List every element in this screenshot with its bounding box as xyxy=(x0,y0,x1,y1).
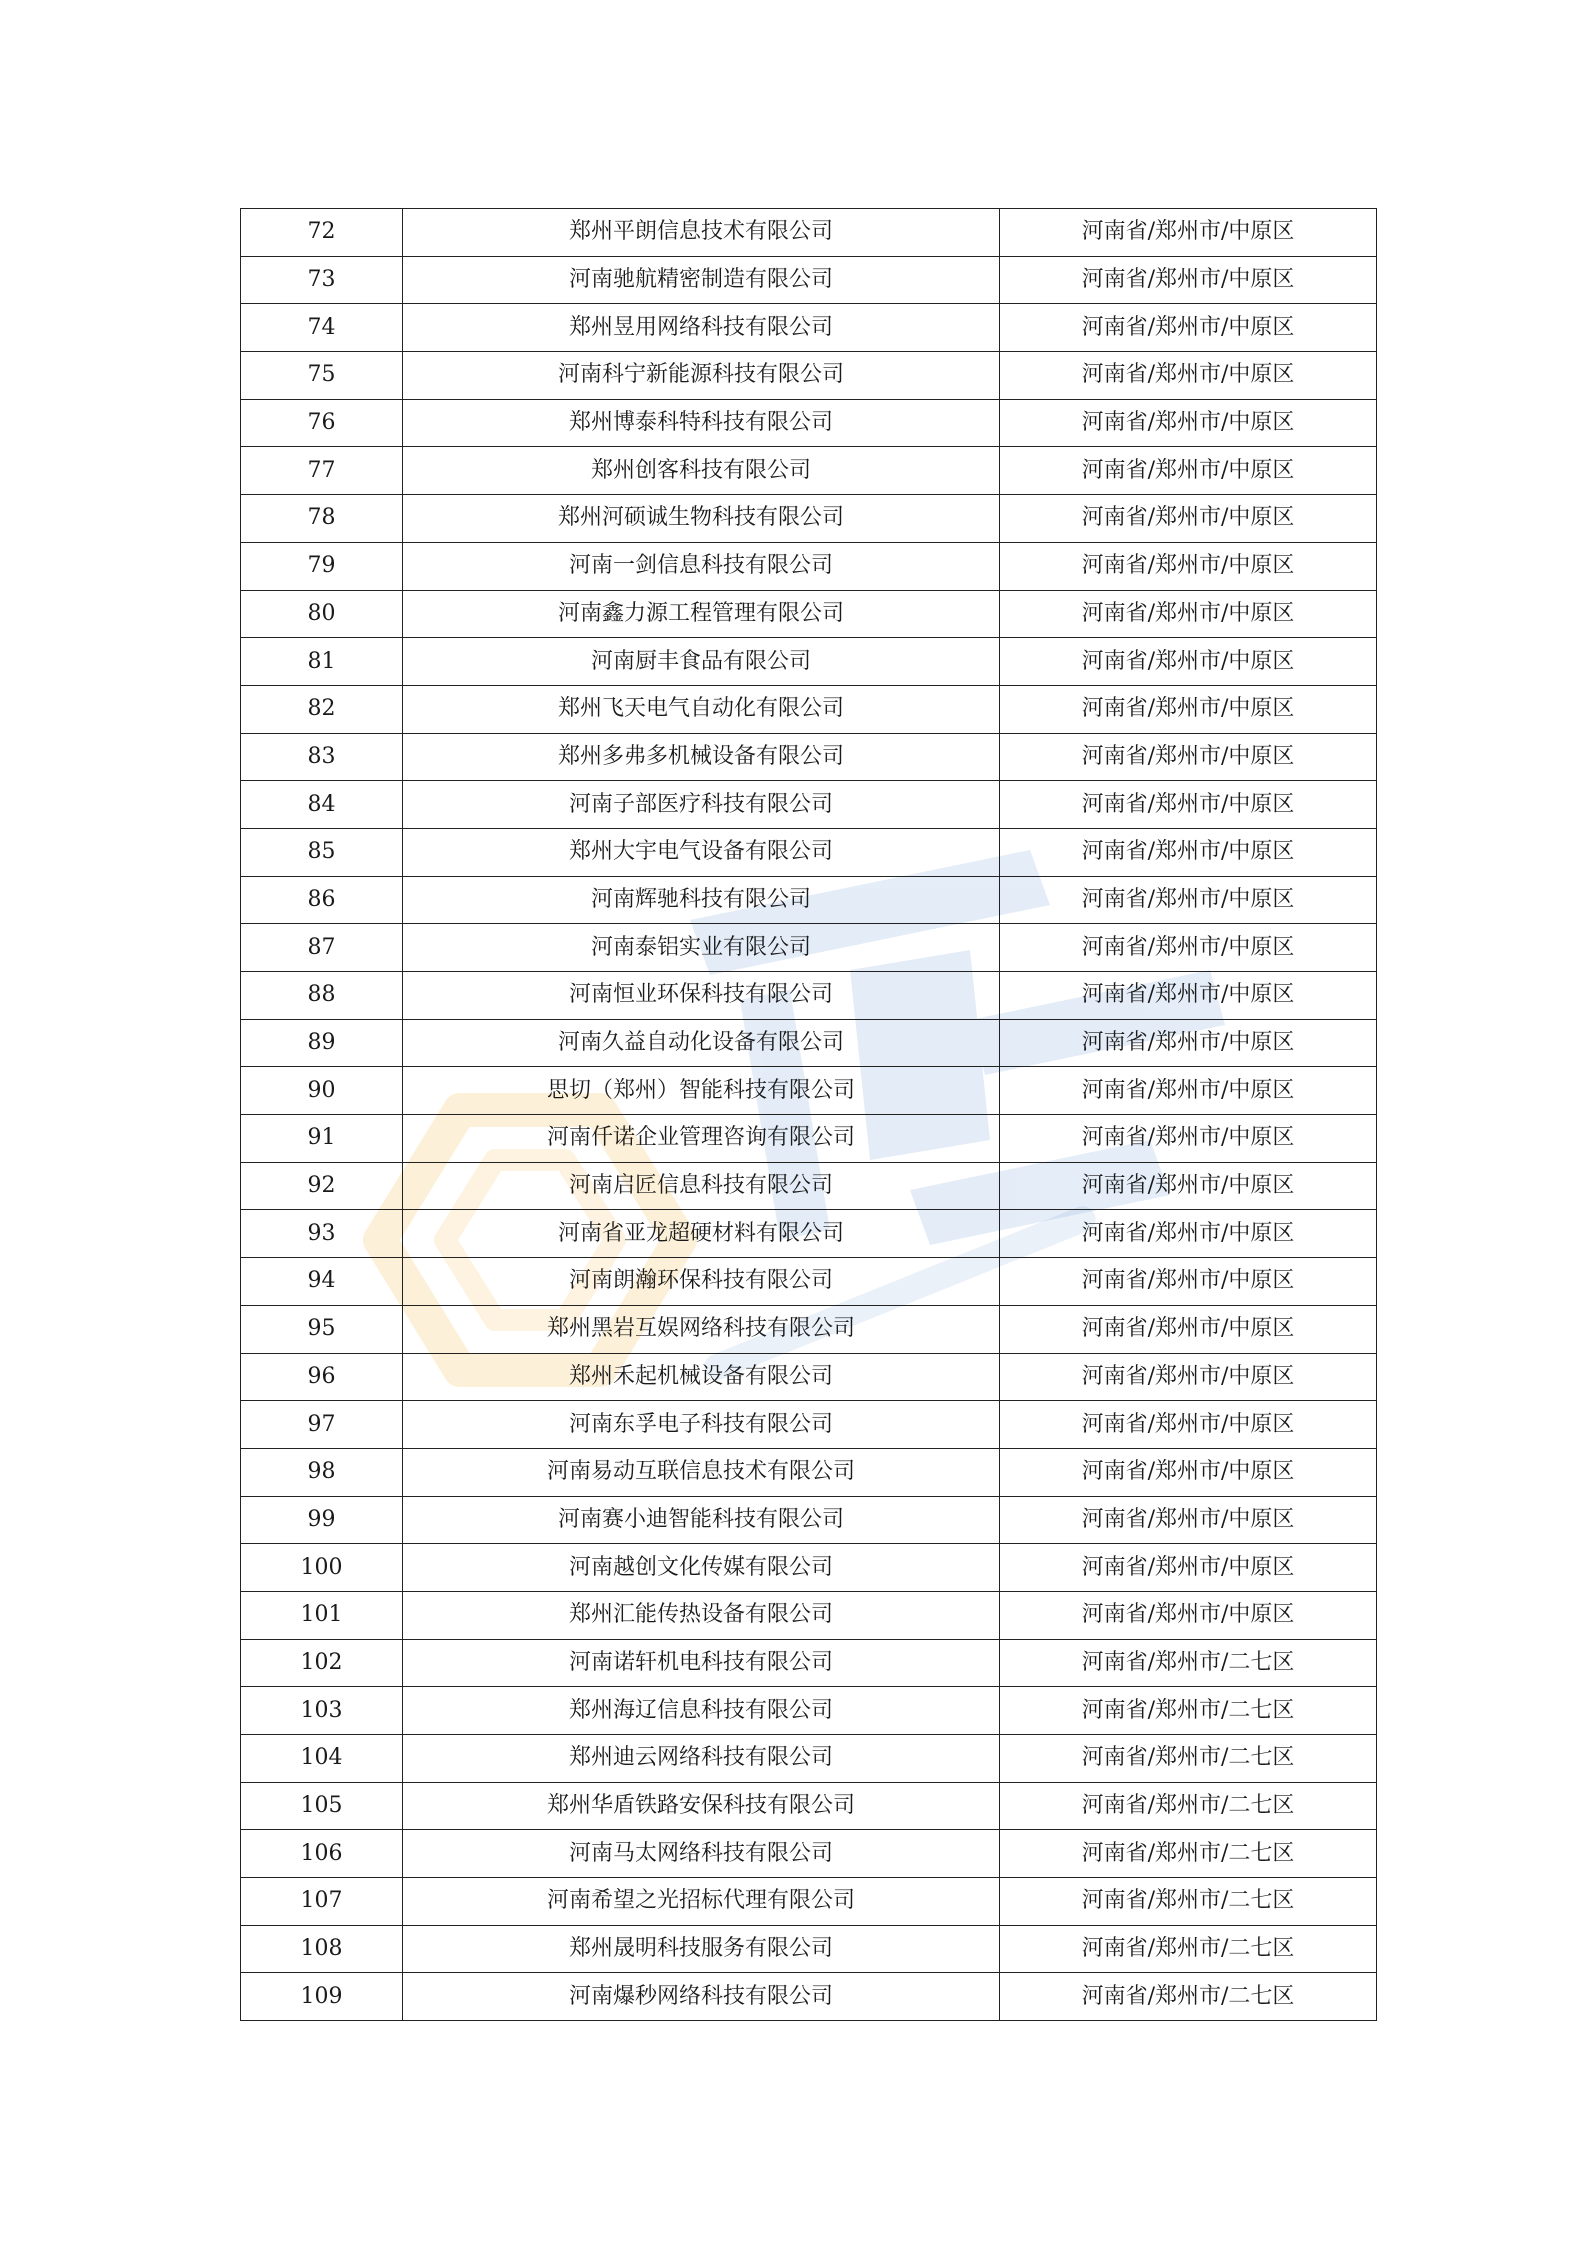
region-cell: 河南省/郑州市/中原区 xyxy=(1000,1305,1377,1353)
row-number-cell: 85 xyxy=(241,828,403,876)
company-name-cell: 郑州昱用网络科技有限公司 xyxy=(403,304,1000,352)
region-cell: 河南省/郑州市/中原区 xyxy=(1000,1544,1377,1592)
company-name-cell: 郑州汇能传热设备有限公司 xyxy=(403,1591,1000,1639)
row-number-cell: 91 xyxy=(241,1115,403,1163)
company-name-cell: 河南辉驰科技有限公司 xyxy=(403,876,1000,924)
row-number-cell: 95 xyxy=(241,1305,403,1353)
table-row xyxy=(241,1210,1377,1258)
table-row xyxy=(241,876,1377,924)
region-cell: 河南省/郑州市/中原区 xyxy=(1000,399,1377,447)
row-number-cell: 79 xyxy=(241,542,403,590)
row-number-cell: 101 xyxy=(241,1591,403,1639)
region-cell: 河南省/郑州市/二七区 xyxy=(1000,1687,1377,1735)
row-number-cell: 73 xyxy=(241,256,403,304)
row-number-cell: 98 xyxy=(241,1448,403,1496)
table-row xyxy=(241,352,1377,400)
row-number-cell: 74 xyxy=(241,304,403,352)
region-cell: 河南省/郑州市/中原区 xyxy=(1000,256,1377,304)
table-row xyxy=(241,1353,1377,1401)
region-cell: 河南省/郑州市/二七区 xyxy=(1000,1878,1377,1926)
table-row xyxy=(241,256,1377,304)
company-registry-table xyxy=(240,208,1377,2021)
table-row xyxy=(241,542,1377,590)
region-cell: 河南省/郑州市/中原区 xyxy=(1000,209,1377,257)
row-number-cell: 106 xyxy=(241,1830,403,1878)
row-number-cell: 87 xyxy=(241,924,403,972)
table-row xyxy=(241,638,1377,686)
region-cell: 河南省/郑州市/中原区 xyxy=(1000,924,1377,972)
table-row xyxy=(241,1162,1377,1210)
table-row xyxy=(241,1019,1377,1067)
region-cell: 河南省/郑州市/中原区 xyxy=(1000,972,1377,1020)
region-cell: 河南省/郑州市/中原区 xyxy=(1000,542,1377,590)
table-row xyxy=(241,495,1377,543)
region-cell: 河南省/郑州市/中原区 xyxy=(1000,1067,1377,1115)
region-cell: 河南省/郑州市/中原区 xyxy=(1000,495,1377,543)
table-row xyxy=(241,972,1377,1020)
region-cell: 河南省/郑州市/中原区 xyxy=(1000,781,1377,829)
region-cell: 河南省/郑州市/中原区 xyxy=(1000,1353,1377,1401)
company-name-cell: 郑州禾起机械设备有限公司 xyxy=(403,1353,1000,1401)
region-cell: 河南省/郑州市/中原区 xyxy=(1000,1019,1377,1067)
company-name-cell: 河南仟诺企业管理咨询有限公司 xyxy=(403,1115,1000,1163)
row-number-cell: 86 xyxy=(241,876,403,924)
table-row xyxy=(241,1735,1377,1783)
company-name-cell: 河南恒业环保科技有限公司 xyxy=(403,972,1000,1020)
region-cell: 河南省/郑州市/中原区 xyxy=(1000,876,1377,924)
table-row xyxy=(241,1973,1377,2021)
region-cell: 河南省/郑州市/中原区 xyxy=(1000,733,1377,781)
row-number-cell: 93 xyxy=(241,1210,403,1258)
company-name-cell: 郑州博泰科特科技有限公司 xyxy=(403,399,1000,447)
row-number-cell: 81 xyxy=(241,638,403,686)
row-number-cell: 90 xyxy=(241,1067,403,1115)
company-name-cell: 河南启匠信息科技有限公司 xyxy=(403,1162,1000,1210)
row-number-cell: 109 xyxy=(241,1973,403,2021)
row-number-cell: 83 xyxy=(241,733,403,781)
region-cell: 河南省/郑州市/中原区 xyxy=(1000,447,1377,495)
region-cell: 河南省/郑州市/二七区 xyxy=(1000,1735,1377,1783)
region-cell: 河南省/郑州市/中原区 xyxy=(1000,1210,1377,1258)
table-row xyxy=(241,1305,1377,1353)
row-number-cell: 88 xyxy=(241,972,403,1020)
region-cell: 河南省/郑州市/中原区 xyxy=(1000,1496,1377,1544)
table-body xyxy=(241,209,1377,2021)
row-number-cell: 75 xyxy=(241,352,403,400)
company-name-cell: 河南爆秒网络科技有限公司 xyxy=(403,1973,1000,2021)
company-name-cell: 河南驰航精密制造有限公司 xyxy=(403,256,1000,304)
table-row xyxy=(241,924,1377,972)
company-name-cell: 郑州平朗信息技术有限公司 xyxy=(403,209,1000,257)
company-name-cell: 河南鑫力源工程管理有限公司 xyxy=(403,590,1000,638)
company-name-cell: 郑州大宇电气设备有限公司 xyxy=(403,828,1000,876)
company-name-cell: 郑州黑岩互娱网络科技有限公司 xyxy=(403,1305,1000,1353)
table-row xyxy=(241,590,1377,638)
company-name-cell: 郑州海辽信息科技有限公司 xyxy=(403,1687,1000,1735)
company-name-cell: 河南泰铝实业有限公司 xyxy=(403,924,1000,972)
table-row xyxy=(241,781,1377,829)
table-row xyxy=(241,209,1377,257)
company-name-cell: 河南诺轩机电科技有限公司 xyxy=(403,1639,1000,1687)
region-cell: 河南省/郑州市/中原区 xyxy=(1000,1591,1377,1639)
region-cell: 河南省/郑州市/二七区 xyxy=(1000,1973,1377,2021)
company-name-cell: 郑州创客科技有限公司 xyxy=(403,447,1000,495)
row-number-cell: 78 xyxy=(241,495,403,543)
region-cell: 河南省/郑州市/中原区 xyxy=(1000,1162,1377,1210)
region-cell: 河南省/郑州市/中原区 xyxy=(1000,685,1377,733)
row-number-cell: 92 xyxy=(241,1162,403,1210)
company-name-cell: 河南省亚龙超硬材料有限公司 xyxy=(403,1210,1000,1258)
table-row xyxy=(241,1496,1377,1544)
row-number-cell: 104 xyxy=(241,1735,403,1783)
table-row xyxy=(241,685,1377,733)
row-number-cell: 96 xyxy=(241,1353,403,1401)
company-name-cell: 郑州华盾铁路安保科技有限公司 xyxy=(403,1782,1000,1830)
region-cell: 河南省/郑州市/中原区 xyxy=(1000,304,1377,352)
row-number-cell: 80 xyxy=(241,590,403,638)
row-number-cell: 82 xyxy=(241,685,403,733)
table-row xyxy=(241,1067,1377,1115)
table-row xyxy=(241,1878,1377,1926)
region-cell: 河南省/郑州市/中原区 xyxy=(1000,1115,1377,1163)
region-cell: 河南省/郑州市/二七区 xyxy=(1000,1782,1377,1830)
company-name-cell: 河南朗瀚环保科技有限公司 xyxy=(403,1258,1000,1306)
table-row xyxy=(241,304,1377,352)
company-name-cell: 河南易动互联信息技术有限公司 xyxy=(403,1448,1000,1496)
row-number-cell: 97 xyxy=(241,1401,403,1449)
row-number-cell: 100 xyxy=(241,1544,403,1592)
row-number-cell: 72 xyxy=(241,209,403,257)
table-row xyxy=(241,1687,1377,1735)
table-row xyxy=(241,1830,1377,1878)
table-row xyxy=(241,1115,1377,1163)
row-number-cell: 99 xyxy=(241,1496,403,1544)
region-cell: 河南省/郑州市/中原区 xyxy=(1000,828,1377,876)
table-row xyxy=(241,828,1377,876)
company-name-cell: 郑州迪云网络科技有限公司 xyxy=(403,1735,1000,1783)
region-cell: 河南省/郑州市/中原区 xyxy=(1000,352,1377,400)
company-name-cell: 河南东孚电子科技有限公司 xyxy=(403,1401,1000,1449)
table-row xyxy=(241,399,1377,447)
company-name-cell: 河南希望之光招标代理有限公司 xyxy=(403,1878,1000,1926)
table-row xyxy=(241,1401,1377,1449)
table-row xyxy=(241,1591,1377,1639)
region-cell: 河南省/郑州市/二七区 xyxy=(1000,1639,1377,1687)
row-number-cell: 76 xyxy=(241,399,403,447)
row-number-cell: 94 xyxy=(241,1258,403,1306)
company-name-cell: 河南久益自动化设备有限公司 xyxy=(403,1019,1000,1067)
table-row xyxy=(241,1544,1377,1592)
company-name-cell: 河南子部医疗科技有限公司 xyxy=(403,781,1000,829)
region-cell: 河南省/郑州市/二七区 xyxy=(1000,1925,1377,1973)
region-cell: 河南省/郑州市/二七区 xyxy=(1000,1830,1377,1878)
company-name-cell: 河南厨丰食品有限公司 xyxy=(403,638,1000,686)
region-cell: 河南省/郑州市/中原区 xyxy=(1000,1448,1377,1496)
company-name-cell: 郑州飞天电气自动化有限公司 xyxy=(403,685,1000,733)
table-row xyxy=(241,1782,1377,1830)
company-name-cell: 河南赛小迪智能科技有限公司 xyxy=(403,1496,1000,1544)
company-name-cell: 郑州多弗多机械设备有限公司 xyxy=(403,733,1000,781)
row-number-cell: 108 xyxy=(241,1925,403,1973)
region-cell: 河南省/郑州市/中原区 xyxy=(1000,1258,1377,1306)
table-row xyxy=(241,447,1377,495)
row-number-cell: 107 xyxy=(241,1878,403,1926)
company-name-cell: 思切（郑州）智能科技有限公司 xyxy=(403,1067,1000,1115)
region-cell: 河南省/郑州市/中原区 xyxy=(1000,590,1377,638)
region-cell: 河南省/郑州市/中原区 xyxy=(1000,1401,1377,1449)
table-row xyxy=(241,733,1377,781)
table-row xyxy=(241,1639,1377,1687)
company-name-cell: 郑州河硕诚生物科技有限公司 xyxy=(403,495,1000,543)
row-number-cell: 105 xyxy=(241,1782,403,1830)
row-number-cell: 89 xyxy=(241,1019,403,1067)
table-row xyxy=(241,1925,1377,1973)
company-name-cell: 河南马太网络科技有限公司 xyxy=(403,1830,1000,1878)
row-number-cell: 102 xyxy=(241,1639,403,1687)
company-name-cell: 河南科宁新能源科技有限公司 xyxy=(403,352,1000,400)
row-number-cell: 84 xyxy=(241,781,403,829)
row-number-cell: 103 xyxy=(241,1687,403,1735)
row-number-cell: 77 xyxy=(241,447,403,495)
region-cell: 河南省/郑州市/中原区 xyxy=(1000,638,1377,686)
company-name-cell: 郑州晟明科技服务有限公司 xyxy=(403,1925,1000,1973)
table-row xyxy=(241,1258,1377,1306)
table-row xyxy=(241,1448,1377,1496)
company-name-cell: 河南一剑信息科技有限公司 xyxy=(403,542,1000,590)
company-name-cell: 河南越创文化传媒有限公司 xyxy=(403,1544,1000,1592)
